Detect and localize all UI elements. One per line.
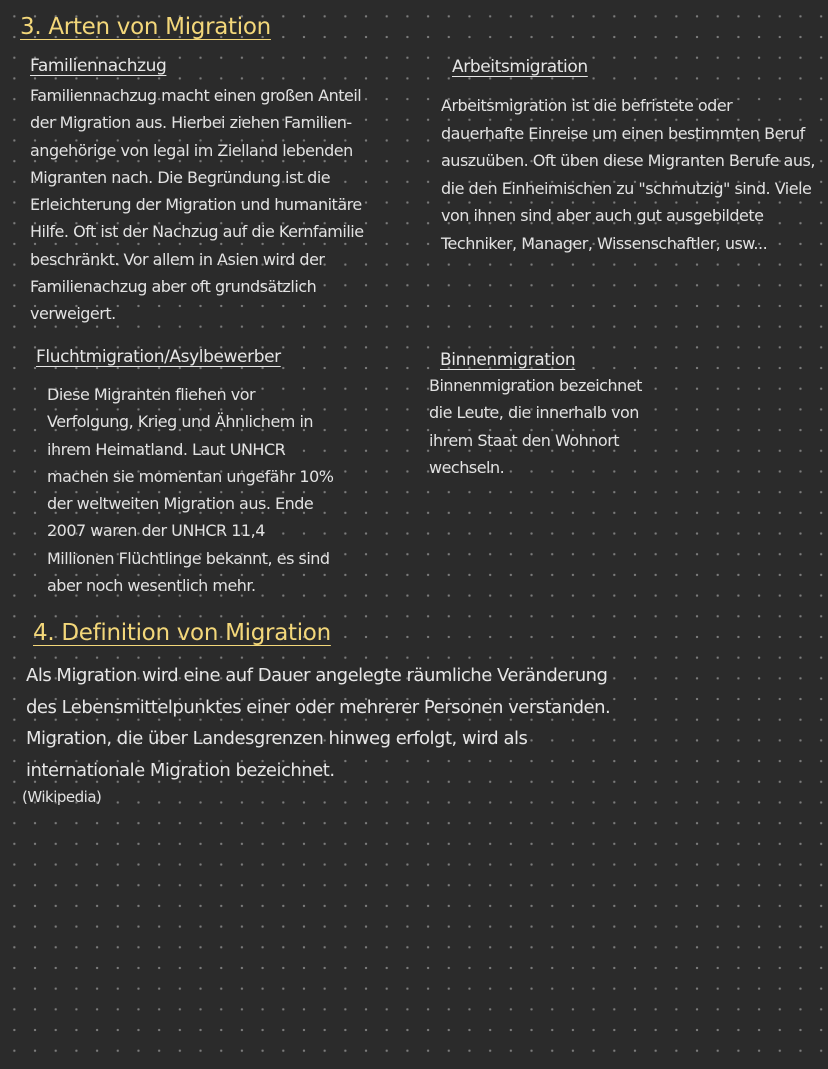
text-line: verweigert. <box>30 304 116 324</box>
text-line: Als Migration wird eine auf Dauer angelegte räumliche Veränderung <box>26 665 608 686</box>
text-line: Erleichterung der Migration und humanitäre <box>30 195 362 215</box>
text-line: des Lebensmittelpunktes einer oder mehrerer Personen verstanden. <box>26 696 611 718</box>
text-line: Familienachzug aber oft grundsätzlich <box>30 277 317 297</box>
text-line: auszuüben. Oft üben diese Migranten Berufe aus, <box>441 151 815 170</box>
text-line: dauerhafte Einreise um einen bestimmten Beruf <box>441 123 805 143</box>
text-line: Hilfe. Oft ist der Nachzug auf die Kernfamilie <box>30 222 364 242</box>
text-line: von ihnen sind aber auch gut ausgebildete <box>441 206 764 225</box>
text-line: Millionen Flüchtlinge bekannt, es sind <box>47 548 330 568</box>
text-line: Diese Migranten fliehen vor <box>47 385 256 404</box>
text-line: machen sie momentan ungefähr 10% <box>47 466 334 486</box>
text-line: beschränkt. Vor allem in Asien wird der <box>30 249 325 269</box>
text-binnenmigration <box>429 372 642 481</box>
text-line: Binnenmigration bezeichnet <box>429 376 642 395</box>
text-line: der weltweiten Migration aus. Ende <box>47 494 314 514</box>
text-line: ihrem Heimatland. Laut UNHCR <box>47 439 286 459</box>
section-title-definition-von-migration: 4. Definition von Migration <box>33 620 331 646</box>
heading-familiennachzug: Familiennachzug <box>30 56 167 76</box>
text-line: Migranten nach. Die Begründung ist die <box>30 167 331 187</box>
text-line: Techniker, Manager, Wissenschaftler, usw... <box>441 233 768 253</box>
text-line: internationale Migration bezeichnet. <box>26 759 335 781</box>
text-line: die den Einheimischen zu "schmutzig" sind. Viele <box>441 178 812 198</box>
text-familiennachzug <box>30 82 364 328</box>
text-line: Arbeitsmigration ist die befristete oder <box>441 96 733 115</box>
text-line: die Leute, die innerhalb von <box>429 403 639 423</box>
text-fluchtmigration <box>47 381 333 599</box>
text-definition <box>26 660 610 786</box>
text-line: Migration, die über Landesgrenzen hinweg erfolgt, wird als <box>26 728 528 749</box>
heading-binnenmigration: Binnenmigration <box>440 350 576 370</box>
text-line: Familiennachzug macht einen großen Anteil <box>30 86 362 105</box>
heading-arbeitsmigration: Arbeitsmigration <box>452 57 588 77</box>
text-line: Verfolgung, Krieg und Ähnlichem in <box>47 412 314 432</box>
text-line: angehörige von legal im Zielland lebenden <box>30 140 353 160</box>
text-line: ihrem Staat den Wohnort <box>429 430 620 450</box>
text-line: der Migration aus. Hierbei ziehen Familien- <box>30 113 352 133</box>
heading-fluchtmigration-asylbewerber: Fluchtmigration/Asylbewerber <box>36 347 281 367</box>
text-line: 2007 waren der UNHCR 11,4 <box>47 521 265 541</box>
section-title-arten-von-migration: 3. Arten von Migration <box>20 14 271 40</box>
source-note: (Wikipedia) <box>22 788 102 806</box>
text-line: wechseln. <box>429 457 505 477</box>
text-arbeitsmigration <box>441 92 815 257</box>
text-line: aber noch wesentlich mehr. <box>47 576 256 596</box>
